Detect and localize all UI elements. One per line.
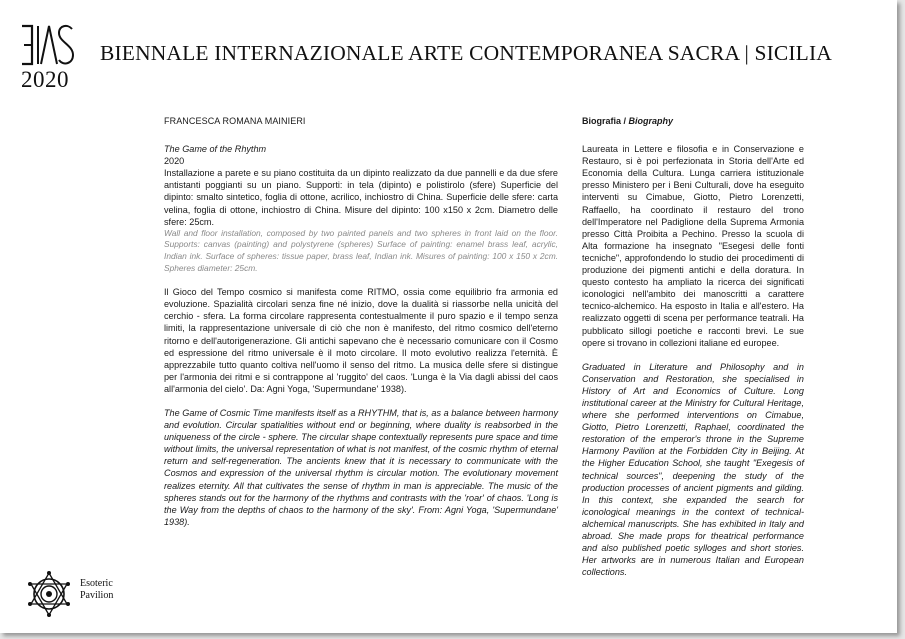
bias-monogram-icon [18, 20, 78, 70]
esoteric-pavilion-logo [24, 569, 74, 619]
artist-name: FRANCESCA ROMANA MAINIERI [164, 116, 306, 126]
artwork-column [164, 115, 558, 528]
esoteric-pavilion-line2: Pavilion [80, 590, 114, 601]
biography-heading-it: Biografia / [582, 116, 629, 126]
esoteric-pavilion-label [80, 578, 113, 602]
artwork-text-en: The Game of Cosmic Time manifests itself as a RHYTHM, that is, as a balance between harmony and evolution. Circular spatialities without end or beginning, where duality is reabsorbed in the uniqueness of the circle - sphere. The circular shape contextually represents pure space and time without limits, the universal representation of what is not manifest, of the cosmic rhythm of eternal return and self-regeneration. The ancients knew that it is necessary to communicate with the Cosmos and expression of the universal rhythm is circular motion. The evolutionary movement realizes eternity. All that cultivates the sense of rhythm in man is appreciable. The music of the spheres stands out for the harmony of the rhythms and contrasts with the 'roar' of chaos. 'Long is the Way from the depths of chaos to the harmony of the sky'. From: Agni Yoga, 'Supermundane' 1938). [164, 407, 558, 527]
artwork-description-en: Wall and floor installation, composed by two painted panels and two spheres in front laid on the floor. Supports: canvas (painting) and polystyrene (spheres) Surface of painting: enamel brass leaf, acrylic, Indian ink. Surface of spheres: tissue paper, brass leaf, Indian ink. Misures of painting: 100 x 150 x 2cm. Spheres diameter: 25cm. [164, 227, 558, 273]
biography-text-en: Graduated in Literature and Philosophy and in Conservation and Restoration, she specialised in History of Art and Economics of Culture. Long institutional career at the Ministry for Cultural Heritage, where she performed interventions on Cimabue, Giotto, Pietro Lorenzetti, Raphael, coordinated the restoration of the emperor's throne in the Supreme Harmony Pavilion at the Forbidden City in Beijing. At the Higher Education School, she taught "Exegesis of technical sources", deepening the study of the production processes of ancient pigments and gilding. In this context, she expanded the search for iconological meanings in the context of technical-alchemical manuscripts. She has exhibited in Italy and abroad. She made props for theatrical performance and also published poetic sylloges and short stories. Her artworks are in numerous Italian and European collections. [582, 361, 804, 578]
artwork-title: The Game of the Rhythm [164, 144, 267, 155]
biography-heading-en: Biography [628, 116, 674, 126]
artwork-year: 2020 [164, 156, 185, 167]
biography-text-it: Laureata in Lettere e filosofia e in Conservazione e Restauro, si è poi perfezionata in Storia dell'Arte ed Economia della Cultura. Lunga carriera istituzionale presso Ministero per i Beni Culturali, dove ha eseguito interventi su Cimabue, Giotto, Pietro Lorenzetti, Raffaello, ha coordinato il restauro del trono dell'Imperatore nel Padiglione della Suprema Armonia presso Città Proibita a Pechino. Presso la scuola di Alta formazione ha insegnato "Esegesi delle fonti tecniche", approfondendo lo studio dei procedimenti di produzione dei pigmenti antichi e della doratura. In questo contesto ha ampliato la ricerca dei significati iconologici nell'ambito dei manoscritti a carattere tecnico-alchemico. Ha esposto in Italia e all'estero. Ha realizzato oggetti di scena per performance teatrali. Ha pubblicato sillogi poetiche e racconti brevi. Le sue opere si trovano in collezioni italiane ed europee. [582, 144, 804, 348]
page-title: BIENNALE INTERNAZIONALE ARTE CONTEMPORANEA SACRA | SICILIA [100, 41, 832, 65]
biography-heading [582, 115, 804, 127]
biography-column [582, 115, 804, 578]
esoteric-pavilion-line1: Esoteric [80, 578, 113, 589]
artwork-description-it: Installazione a parete e su piano costituita da un dipinto realizzato da due pannelli e da due sfere antistanti poggianti su un piano. Supporti: in tela (dipinto) e polistirolo (sfere) Superficie del dipinto: smalto sintetico, foglia di ottone, acrilico, inchiostro di China. Superficie delle sfere: carta velina, foglia di ottone, inchiostro di China. Misure del dipinto: 100 x150 x 2cm. Diametro delle sfere: 25cm. [164, 168, 558, 227]
artwork-text-it: Il Gioco del Tempo cosmico si manifesta come RITMO, ossia come equilibrio fra armonia ed evoluzione. Spazialità circolari senza fine né inizio, dove la dualità si riassorbe nella unicità del cerchio - sfera. La forma circolare rappresenta contestualmente il puro spazio e il tempo senza limiti, la rappresentazione universale di ciò che non è manifesto, del ritmo cosmico dell'eterno ritorno e dell'autorigenerazione. Gli antichi sapevano che è necessario comunicare con il Cosmo ed espressione del ritmo universale è il moto circolare. Il moto evolutivo realizza l'eternità. È apprezzabile tutto quanto coltiva nell'uomo il senso del ritmo. La musica delle sfere si distingue per l'armonia dei ritmi e si contrappone al 'ruggito' del caos. 'Lunga è la Via dagli abissi del caos all'armonia del cielo'. Da: Agni Yoga, 'Supermundane' 1938). [164, 287, 558, 394]
esoteric-pavilion-icon [24, 569, 74, 619]
logo-year: 2020 [21, 67, 69, 92]
